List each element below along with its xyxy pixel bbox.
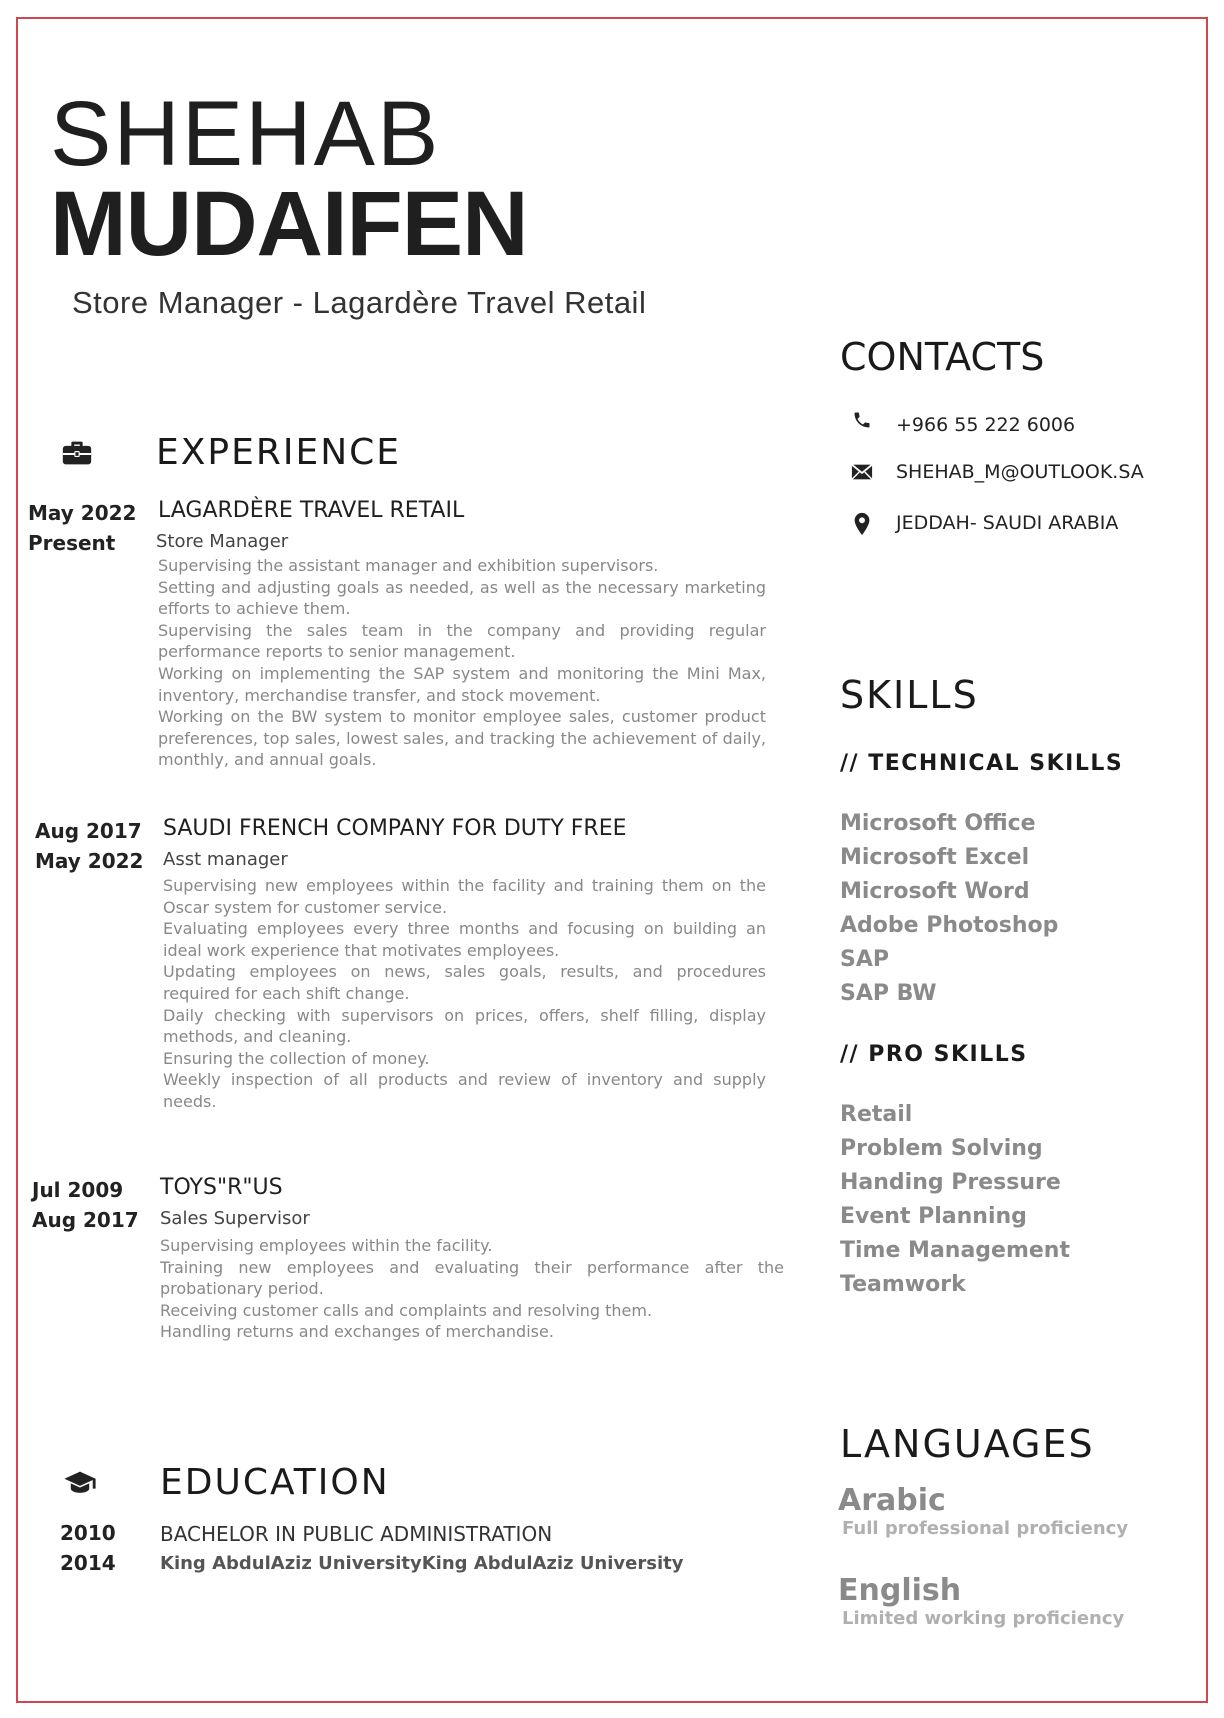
technical-skill-item: Adobe Photoshop xyxy=(840,913,1059,938)
contacts-heading: CONTACTS xyxy=(840,335,1045,379)
job-2-duty: Updating employees on news, sales goals, results, and procedures required for each shift change. xyxy=(163,962,766,1003)
job-3-date-start: Jul 2009 xyxy=(32,1178,124,1202)
languages-heading: LANGUAGES xyxy=(840,1422,1095,1466)
job-2-role: Asst manager xyxy=(163,849,288,870)
job-2-duty: Daily checking with supervisors on prices, offers, shelf filling, display methods, and cleaning. xyxy=(163,1005,766,1047)
job-3-date-end: Aug 2017 xyxy=(32,1208,139,1232)
briefcase-icon xyxy=(60,436,94,470)
contact-location: JEDDAH- SAUDI ARABIA xyxy=(896,512,1119,534)
technical-skill-item: SAP BW xyxy=(840,981,937,1006)
pro-skill-item: Event Planning xyxy=(840,1204,1027,1229)
email-icon xyxy=(851,463,873,481)
job-1-date-start: May 2022 xyxy=(28,501,137,525)
first-name: SHEHAB xyxy=(50,83,441,185)
job-1-role: Store Manager xyxy=(156,531,289,552)
job-2-date-end: May 2022 xyxy=(35,849,144,873)
pro-skills-heading: // PRO SKILLS xyxy=(840,1042,1028,1067)
job-3-company: TOYS"R"US xyxy=(160,1175,283,1200)
job-3-description xyxy=(160,1235,784,1343)
technical-skill-item: Microsoft Excel xyxy=(840,845,1030,870)
job-1-duty: Working on the BW system to monitor employee sales, customer product preferences, top sales, lowest sales, and tracking the achievement of daily, monthly, and annual goals. xyxy=(158,707,766,770)
language-level: Full professional proficiency xyxy=(842,1518,1129,1539)
job-3-duty: Supervising employees within the facility. xyxy=(160,1236,493,1255)
job-3-role: Sales Supervisor xyxy=(160,1208,310,1229)
job-2-date-start: Aug 2017 xyxy=(35,819,142,843)
pro-skill-item: Problem Solving xyxy=(840,1136,1043,1161)
technical-skill-item: Microsoft Office xyxy=(840,811,1036,836)
graduation-cap-icon xyxy=(63,1466,97,1500)
language-level: Limited working proficiency xyxy=(842,1608,1125,1629)
location-pin-icon xyxy=(852,512,872,536)
education-school: King AbdulAziz UniversityKing AbdulAziz University xyxy=(160,1553,684,1574)
technical-skills-heading: // TECHNICAL SKILLS xyxy=(840,751,1124,776)
job-2-company: SAUDI FRENCH COMPANY FOR DUTY FREE xyxy=(163,816,627,841)
job-2-duty: Evaluating employees every three months and focusing on building an ideal work experience that motivates employees. xyxy=(163,919,766,960)
pro-skill-item: Teamwork xyxy=(840,1272,966,1297)
job-2-duty: Ensuring the collection of money. xyxy=(163,1048,430,1068)
technical-skill-item: Microsoft Word xyxy=(840,879,1030,904)
phone-icon xyxy=(852,410,872,430)
job-title: Store Manager - Lagardère Travel Retail xyxy=(72,285,647,320)
education-degree: BACHELOR IN PUBLIC ADMINISTRATION xyxy=(160,1522,553,1546)
job-3-duty: Handling returns and exchanges of merchandise. xyxy=(160,1322,554,1342)
language-name: Arabic xyxy=(838,1483,946,1518)
contact-phone[interactable]: +966 55 222 6006 xyxy=(896,414,1076,436)
job-1-duty: Supervising the assistant manager and exhibition supervisors. xyxy=(158,556,659,575)
language-name: English xyxy=(838,1573,962,1608)
job-2-duty: Weekly inspection of all products and review of inventory and supply needs. xyxy=(163,1070,766,1111)
pro-skill-item: Time Management xyxy=(840,1238,1070,1263)
job-3-duty: Receiving customer calls and complaints and resolving them. xyxy=(160,1300,653,1320)
job-2-description xyxy=(163,875,766,1113)
job-2-duty: Supervising new employees within the facility and training them on the Oscar system for customer service. xyxy=(163,876,766,917)
skills-heading: SKILLS xyxy=(840,673,979,717)
job-3-duty: Training new employees and evaluating their performance after the probationary period. xyxy=(160,1257,784,1299)
last-name: MUDAIFEN xyxy=(50,173,528,275)
job-1-duty: Supervising the sales team in the company and providing regular performance reports to senior management. xyxy=(158,620,766,662)
education-date-start: 2010 xyxy=(60,1521,116,1545)
job-1-description xyxy=(158,555,766,771)
job-1-company: LAGARDÈRE TRAVEL RETAIL xyxy=(158,498,465,523)
education-date-end: 2014 xyxy=(60,1551,116,1575)
pro-skill-item: Handing Pressure xyxy=(840,1170,1061,1195)
job-1-duty: Setting and adjusting goals as needed, as well as the necessary marketing efforts to achieve them. xyxy=(158,577,766,619)
contact-email[interactable]: SHEHAB_M@OUTLOOK.SA xyxy=(896,461,1144,483)
job-1-duty: Working on implementing the SAP system and monitoring the Mini Max, inventory, merchandise transfer, and stock movement. xyxy=(158,663,766,705)
technical-skill-item: SAP xyxy=(840,947,889,972)
education-heading: EDUCATION xyxy=(160,1462,390,1503)
job-1-date-end: Present xyxy=(28,531,116,555)
experience-heading: EXPERIENCE xyxy=(156,432,402,473)
pro-skill-item: Retail xyxy=(840,1102,913,1127)
